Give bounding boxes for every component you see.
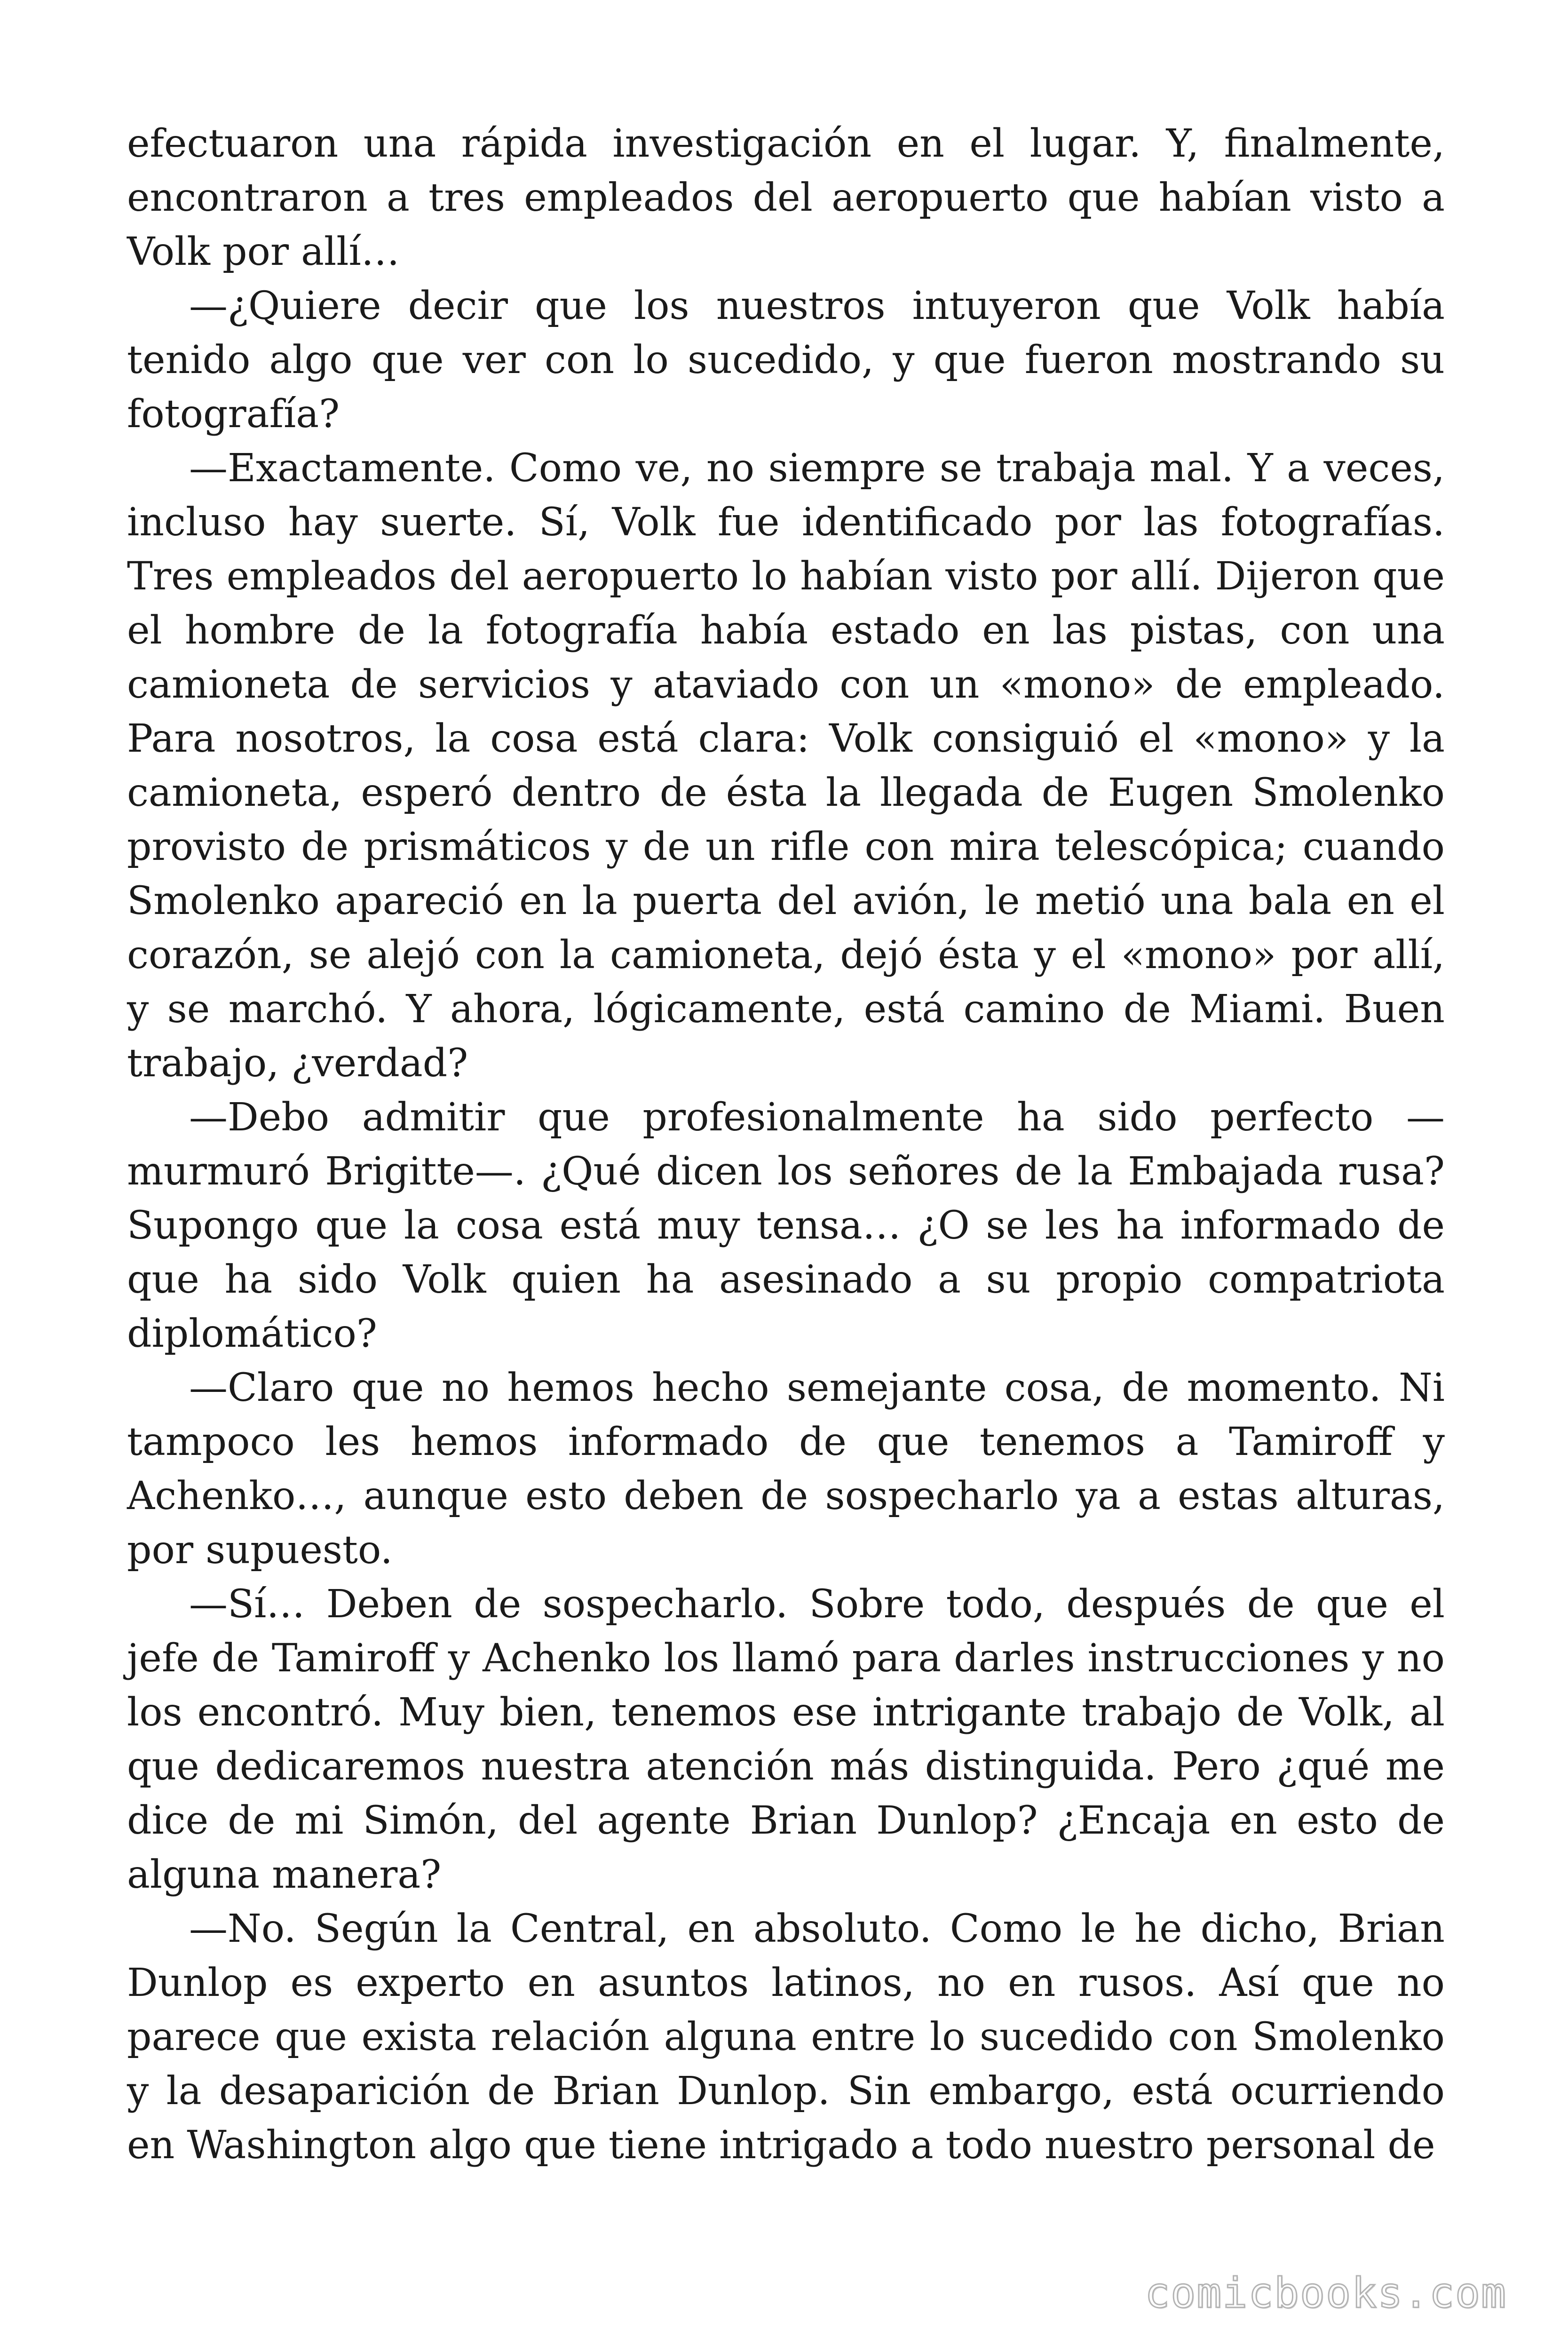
paragraph-dialogue: —Exactamente. Como ve, no siempre se trabaja mal. Y a veces, incluso hay suerte. Sí, Volk fue identificado por las fotografías. Tres empleados del aeropuerto lo habían visto por allí. Dijeron que el hombre de la fotografía había estado en las pistas, con una camioneta de servicios y ataviado con un «mono» de empleado. Para nosotros, la cosa está clara: Volk consiguió el «mono» y la camioneta, esperó dentro de ésta la llegada de Eugen Smolenko provisto de prismáticos y de un rifle con mira telescópica; cuando Smolenko apareció en la puerta del avión, le metió una bala en el corazón, se alejó con la camioneta, dejó ésta y el «mono» por allí, y se marchó. Y ahora, lógicamente, está camino de Miami. Buen trabajo, ¿verdad? [127,446,1445,1086]
paragraph-dialogue: —Claro que no hemos hecho semejante cosa, de momento. Ni tampoco les hemos informado de que tenemos a Tamiroff y Achenko…, aunque esto deben de sospecharlo ya a estas alturas, por supuesto. [127,1366,1445,1573]
paragraph-dialogue: —Debo admitir que profesionalmente ha sido perfecto —murmuró Brigitte—. ¿Qué dicen los señores de la Embajada rusa? Supongo que la cosa está muy tensa… ¿O se les ha informado de que ha sido Volk quien ha asesinado a su propio compatriota diplomático? [127,1095,1445,1356]
paragraph-dialogue: —¿Quiere decir que los nuestros intuyeron que Volk había tenido algo que ver con lo sucedido, y que fueron mostrando su fotografía? [127,284,1445,437]
paragraph-continuation: efectuaron una rápida investigación en el lugar. Y, finalmente, encontraron a tres empleados del aeropuerto que habían visto a Volk por allí… [127,121,1445,274]
paragraph-dialogue: —No. Según la Central, en absoluto. Como le he dicho, Brian Dunlop es experto en asuntos latinos, no en rusos. Así que no parece que exista relación alguna entre lo sucedido con Smolenko y la desaparición de Brian Dunlop. Sin embargo, está ocurriendo en Washington algo que tiene intrigado a todo nuestro personal de [127,1907,1445,2168]
paragraph-dialogue: —Sí… Deben de sospecharlo. Sobre todo, después de que el jefe de Tamiroff y Achenko los llamó para darles instrucciones y no los encontró. Muy bien, tenemos ese intrigante trabajo de Volk, al que dedicaremos nuestra atención más distinguida. Pero ¿qué me dice de mi Simón, del agente Brian Dunlop? ¿Encaja en esto de alguna manera? [127,1582,1445,1897]
watermark-text: comicbooks.com [1145,2269,1507,2317]
page-text [127,117,1445,2172]
